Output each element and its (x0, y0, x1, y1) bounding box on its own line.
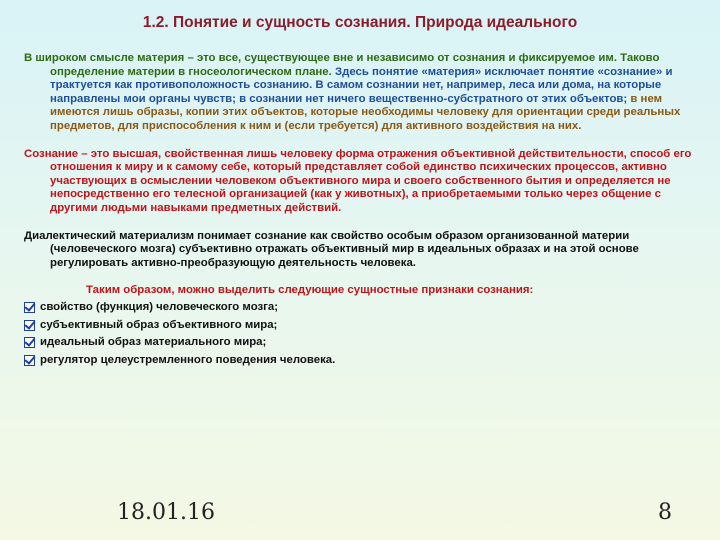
summary-heading: Таким образом, можно выделить следующие сущностные признаки сознания: (86, 284, 534, 297)
feature-text: субъективный образ объективного мира; (40, 318, 278, 331)
paragraph-dialectical-materialism: Диалектический материализм понимает сознание как свойство особым образом организованной материи (человеческого мозга) субъективно отражать объективный мир в идеальных образах и на этой основе регулировать активно-преобразующую деятельность человека. (24, 229, 639, 269)
feature-text: идеальный образ материального мира; (40, 336, 267, 349)
list-item (24, 301, 702, 315)
checkbox-checked-icon (24, 355, 35, 366)
paragraph-1-part-1: В широком смысле материя – это все, существующее вне и независимо от сознания и фиксируемое им. Таково определение материи в гносеологическом плане. (24, 52, 660, 78)
paragraph-1-part-3: в нем имеются лишь образы, копии этих объектов, которые необходимы человеку для ориентации среди реальных предметов, для приспособления к ним и (если требуется) для активного воздействия на них. (50, 92, 681, 132)
list-item (24, 336, 702, 350)
slide-title: 1.2. Понятие и сущность сознания. Природа идеального (142, 14, 578, 31)
footer-date: 18.01.16 (117, 500, 215, 525)
checkbox-checked-icon (24, 302, 35, 313)
page-number: 8 (658, 500, 672, 525)
paragraph-1-part-2: Здесь понятие «материя» исключает понятие «сознание» и трактуется как противоположность сознанию. В самом сознании нет, например, леса или дома, на которые направлены мои органы чувств; в сознании нет ничего вещественно-субстратного от этих объектов; (50, 65, 673, 105)
list-item (24, 354, 702, 368)
checkbox-checked-icon (24, 320, 35, 331)
list-item (24, 319, 702, 333)
paragraph-matter-definition (24, 52, 702, 134)
slide-content (24, 52, 702, 371)
feature-text: регулятор целеустремленного поведения человека. (40, 353, 336, 366)
features-list (24, 301, 702, 367)
checkbox-checked-icon (24, 337, 35, 348)
feature-text: свойство (функция) человеческого мозга; (40, 300, 279, 313)
paragraph-consciousness-definition: Сознание – это высшая, свойственная лишь человеку форма отражения объективной действительности, способ его отношения к миру и к самому себе, который представляет собой единство психических процессов, активно участвующих в осмыслении человеком объективного мира и своего собственного бытия и определяется не непосредственно его телесной организацией (как у животных), а приобретаемыми только через общение с другими людьми навыками предметных действий. (24, 147, 692, 214)
